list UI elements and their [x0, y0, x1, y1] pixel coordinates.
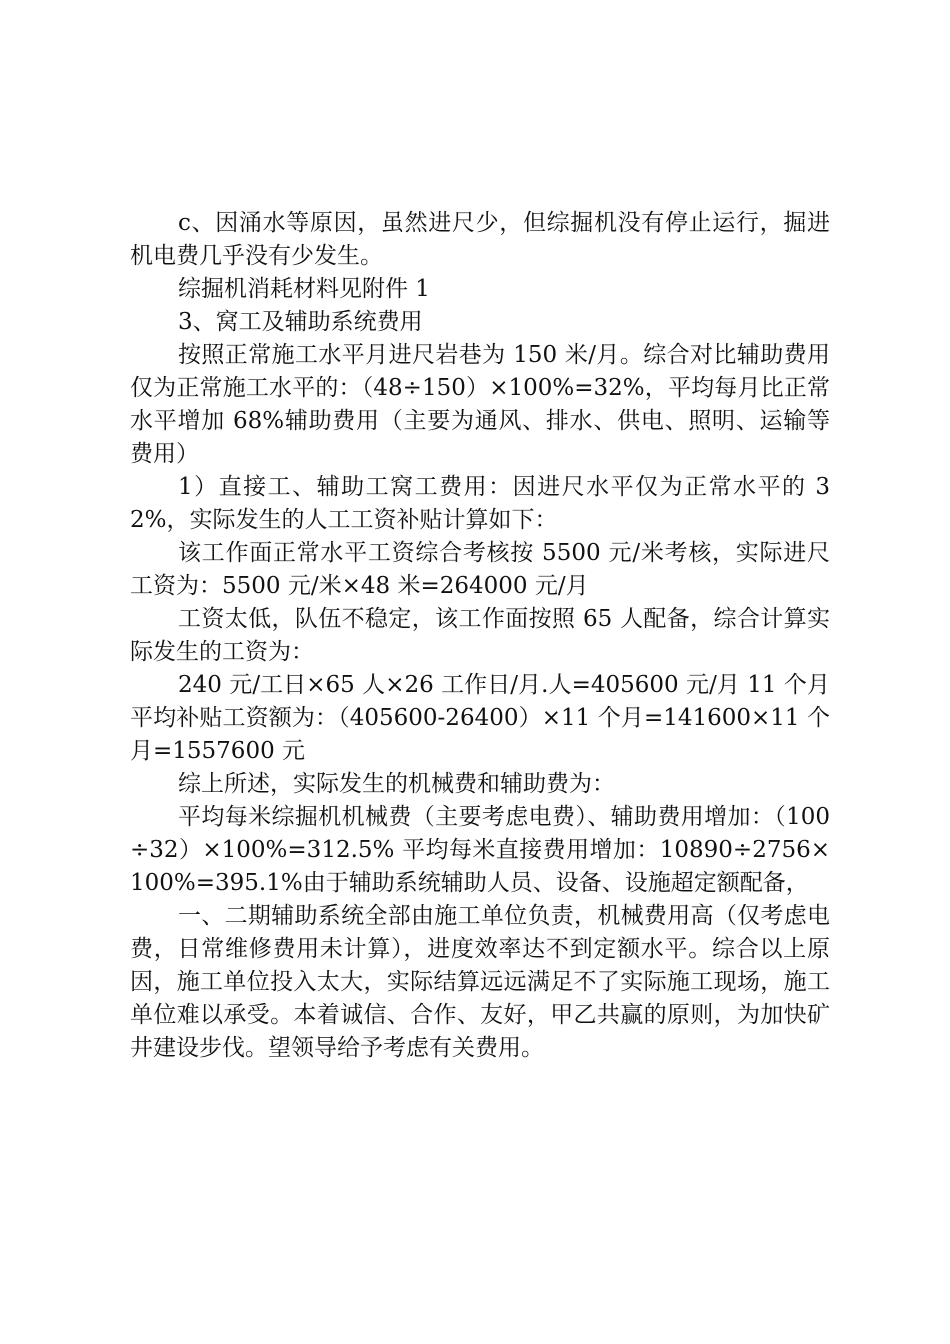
paragraph-normal-progress-comparison: 按照正常施工水平月进尺岩巷为 150 米/月。综合对比辅助费用仅为正常施工水平的：（48÷150）×100%=32%，平均每月比正常水平增加 68%辅助费用（主要为通风、排水、供电、照明、运输等费用） — [130, 342, 830, 467]
document-body — [130, 207, 830, 1065]
paragraph-summary-intro: 综上所述，实际发生的机械费和辅助费为： — [178, 771, 615, 797]
paragraph-materials-attachment: 综掘机消耗材料见附件 1 — [178, 276, 430, 302]
paragraph-c-water-inrush: c、因涌水等原因，虽然进尺少，但综掘机没有停止运行，掘进机电费几乎没有少发生。 — [130, 210, 830, 269]
paragraph-staffing-wage: 工资太低，队伍不稳定，该工作面按照 65 人配备，综合计算实际发生的工资为： — [130, 606, 830, 665]
section-heading-idle-and-auxiliary: 3、窝工及辅助系统费用 — [178, 309, 423, 335]
paragraph-cost-increase: 平均每米综掘机机械费（主要考虑电费）、辅助费用增加：（100÷32）×100%=312.5% 平均每米直接费用增加：10890÷2756×100%=395.1%由于辅助系统辅助人员、设备、设施超定额配备， — [130, 804, 830, 896]
paragraph-direct-worker-idle-cost: 1）直接工、辅助工窝工费用：因进尺水平仅为正常水平的 32%，实际发生的人工工资补贴计算如下： — [130, 474, 830, 533]
paragraph-conclusion-request: 一、二期辅助系统全部由施工单位负责，机械费用高（仅考虑电费，日常维修费用未计算），进度效率达不到定额水平。综合以上原因，施工单位投入太大，实际结算远远满足不了实际施工现场，施工单位难以承受。本着诚信、合作、友好，甲乙共赢的原则，为加快矿井建设步伐。望领导给予考虑有关费用。 — [130, 903, 830, 1061]
paragraph-wage-calculation: 240 元/工日×65 人×26 工作日/月.人=405600 元/月 11 个月平均补贴工资额为：（405600-26400）×11 个月=141600×11 个月=1557600 元 — [130, 672, 830, 764]
paragraph-normal-wage-standard: 该工作面正常水平工资综合考核按 5500 元/米考核，实际进尺工资为：5500 元/米×48 米=264000 元/月 — [130, 540, 830, 599]
